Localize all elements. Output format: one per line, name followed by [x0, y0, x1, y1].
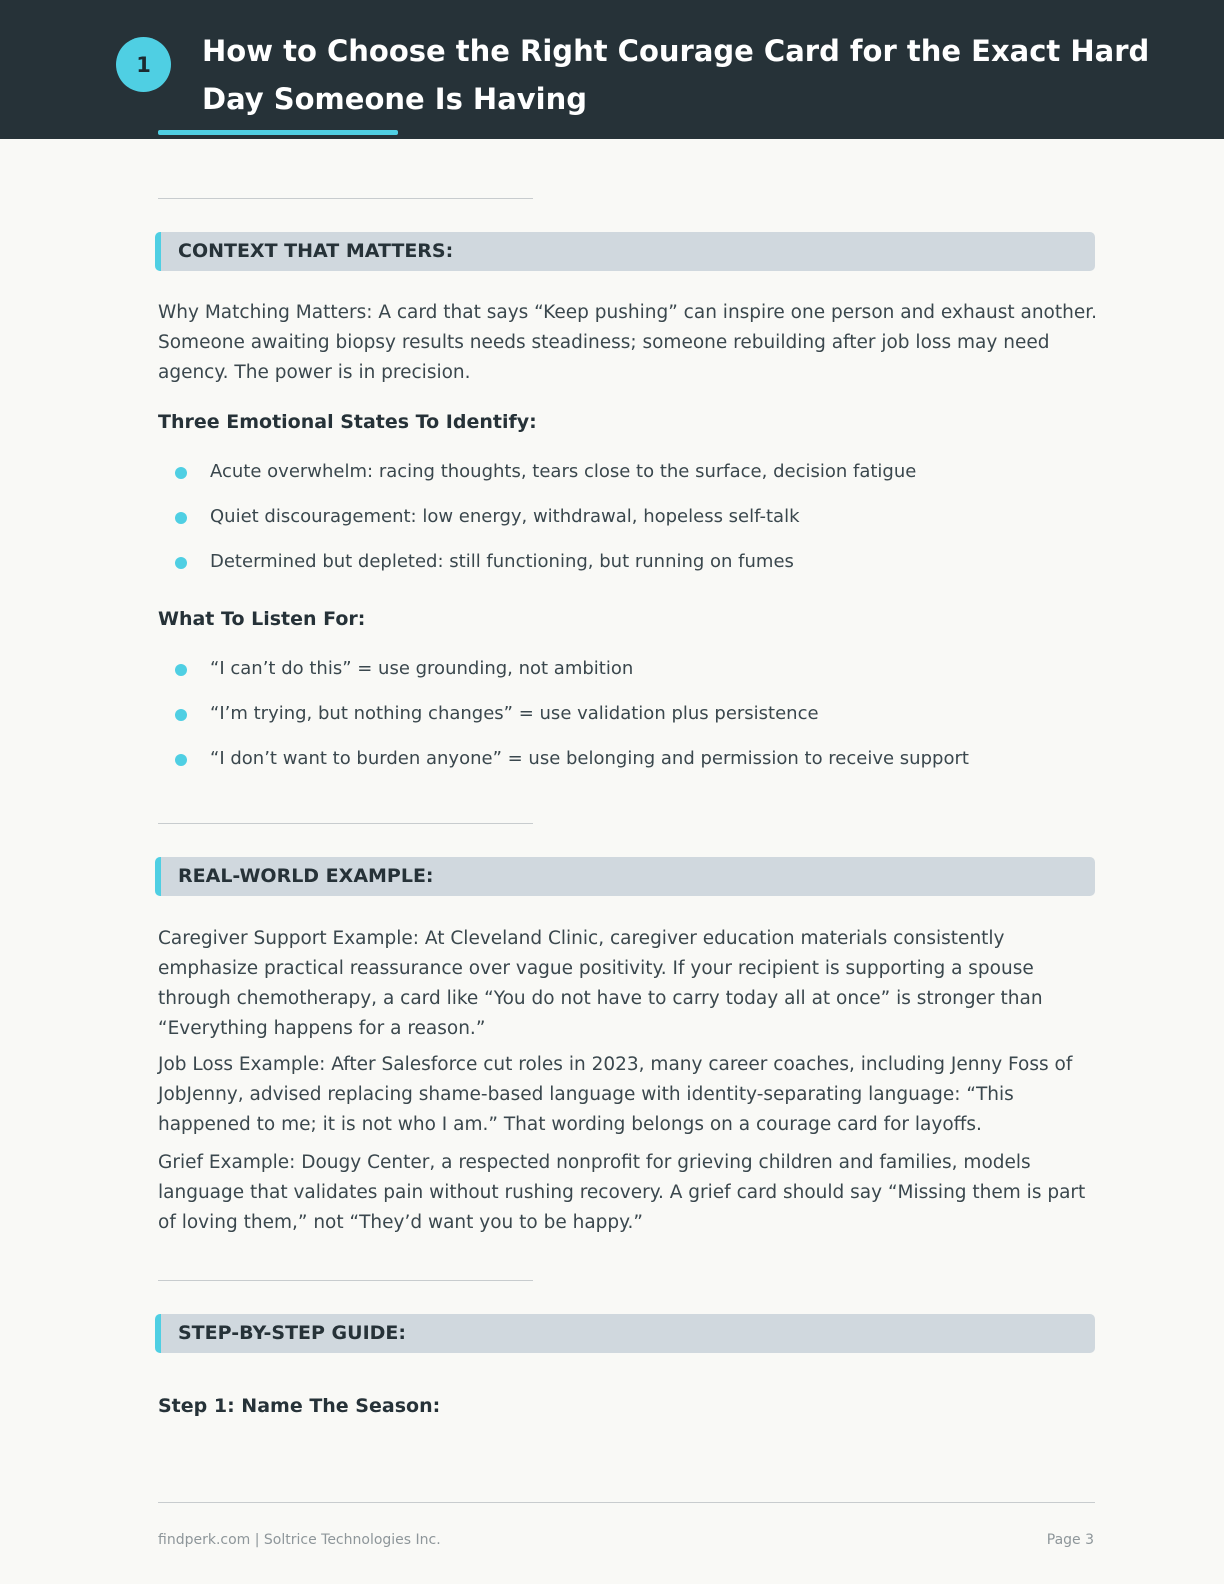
- section-heading-context: [155, 232, 1095, 271]
- bullet-icon: [175, 512, 187, 524]
- list-item: “I don’t want to burden anyone” = use belonging and permission to receive support: [172, 744, 1092, 789]
- section-heading-label: REAL-WORLD EXAMPLE:: [178, 865, 434, 887]
- job-loss-example-paragraph: Job Loss Example: After Salesforce cut roles in 2023, many career coaches, including Jenny Foss of JobJenny, advised replacing shame-based language with identity-separating language: “This happened to me; it is not who I am.” That wording belongs on a courage card for layoffs.: [158, 1054, 1073, 1135]
- section-heading-guide: [155, 1314, 1095, 1353]
- listen-for-list: [172, 654, 1092, 789]
- caregiver-example-paragraph: Caregiver Support Example: At Cleveland Clinic, caregiver education materials consistently emphasize practical reassurance over vague positivity. If your recipient is supporting a spouse through chemotherapy, a card like “You do not have to carry today all at once” is stronger than “Everything happens for a reason.”: [158, 928, 1043, 1039]
- subheading-listen-for: What To Listen For:: [158, 608, 366, 630]
- section-heading-label: STEP-BY-STEP GUIDE:: [178, 1322, 406, 1344]
- section-divider: [158, 823, 533, 824]
- chapter-number-badge: 1: [116, 37, 171, 92]
- title-accent-underline: [158, 130, 398, 135]
- list-item: Quiet discouragement: low energy, withdrawal, hopeless self-talk: [172, 502, 1092, 547]
- page-title: How to Choose the Right Courage Card for the Exact Hard Day Someone Is Having: [202, 34, 1150, 116]
- grief-example-paragraph: Grief Example: Dougy Center, a respected nonprofit for grieving children and families, models language that validates pain without rushing recovery. A grief card should say “Missing them is part of loving them,” not “They’d want you to be happy.”: [158, 1152, 1086, 1233]
- list-item: “I’m trying, but nothing changes” = use validation plus persistence: [172, 699, 1092, 744]
- bullet-icon: [175, 467, 187, 479]
- section-divider: [158, 1280, 533, 1281]
- page-number: Page 3: [1046, 1532, 1094, 1548]
- list-item: “I can’t do this” = use grounding, not ambition: [172, 654, 1092, 699]
- context-intro-paragraph: Why Matching Matters: A card that says “Keep pushing” can inspire one person and exhaust another. Someone awaiting biopsy results needs steadiness; someone rebuilding after job loss may need agency. The power is in precision.: [158, 302, 1098, 383]
- bullet-icon: [175, 709, 187, 721]
- list-item: Determined but depleted: still functioning, but running on fumes: [172, 547, 1092, 592]
- page-header: [0, 0, 1224, 139]
- footer-divider: [158, 1502, 1095, 1503]
- bullet-icon: [175, 754, 187, 766]
- list-item: Acute overwhelm: racing thoughts, tears close to the surface, decision fatigue: [172, 457, 1092, 502]
- step-1-heading: Step 1: Name The Season:: [158, 1395, 441, 1417]
- section-heading-label: CONTEXT THAT MATTERS:: [178, 240, 454, 262]
- section-heading-example: [155, 857, 1095, 896]
- footer-source: findperk.com | Soltrice Technologies Inc.: [158, 1532, 441, 1548]
- subheading-emotional-states: Three Emotional States To Identify:: [158, 411, 537, 433]
- bullet-icon: [175, 664, 187, 676]
- section-divider: [158, 198, 533, 199]
- bullet-icon: [175, 557, 187, 569]
- emotional-states-list: [172, 457, 1092, 592]
